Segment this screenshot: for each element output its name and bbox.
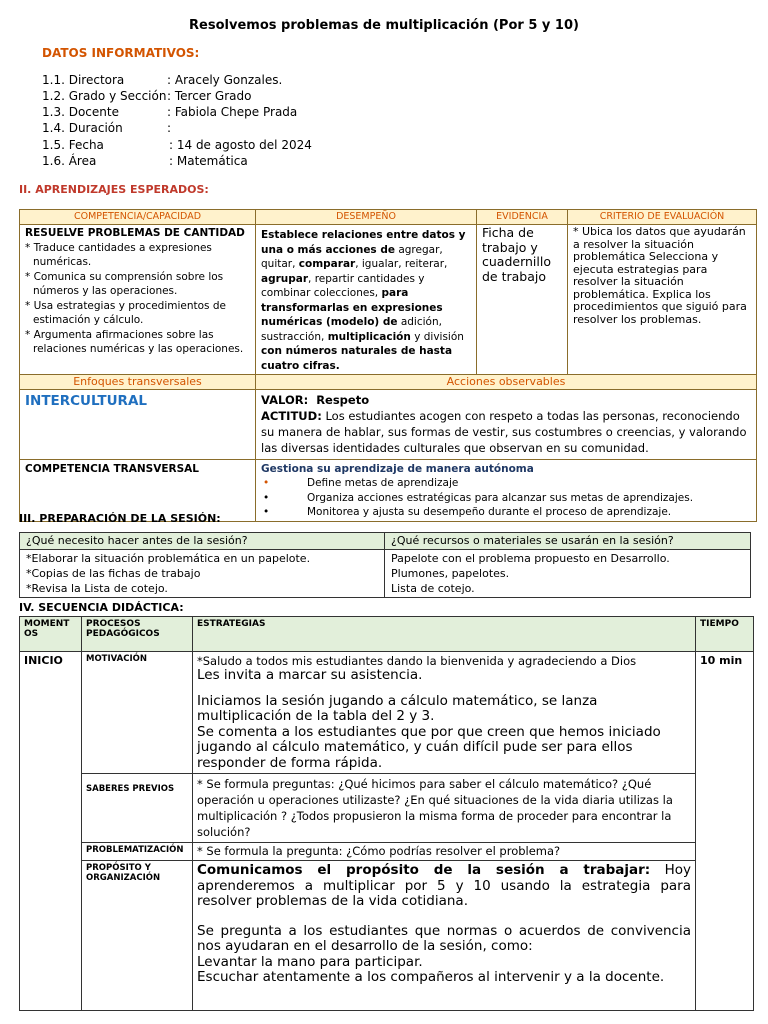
saberes-cell: * Se formula preguntas: ¿Qué hicimos para saber el cálculo matemático? ¿Qué operación u operaciones utilizaste? ¿En qué situaciones de la vida diaria utilizas la multiplicación ? ¿Todos propusieron la misma forma de proceder para encontrar la solución? (193, 774, 696, 843)
preparacion-table (19, 532, 751, 598)
actitud-label: ACTITUD: (261, 409, 322, 423)
competencia-title: RESUELVE PROBLEMAS DE CANTIDAD (25, 227, 245, 239)
actitud-line (261, 408, 751, 456)
list-item-text: Monitorea y ajusta su desempeño durante el proceso de aprendizaje. (307, 506, 672, 518)
acciones-header: Acciones observables (256, 375, 757, 390)
info-value: : Matemática (169, 154, 248, 168)
desempeno-text: adición, sustracción, (261, 316, 442, 343)
valor-label: VALOR: (261, 393, 309, 407)
info-value: : (167, 121, 172, 135)
list-item: Papelote con el problema propuesto en Desarrollo. (391, 552, 670, 565)
strategy-text: Escuchar atentamente a los compañeros al intervenir y a la docente. (197, 969, 665, 985)
tiempo-cell: 10 min (696, 652, 754, 1011)
desempeno-text: Establece relaciones entre datos y una o más acciones de (261, 229, 466, 256)
strategy-text: Se comenta a los estudiantes que por que creen que hemos iniciado jugando al cálculo matemático, y cuán difícil pude ser para ellos responder de forma rápida. (197, 723, 661, 771)
info-value: : Fabiola Chepe Prada (167, 105, 298, 119)
proposito-rest: Hoy aprenderemos a multiplicar por 5 y 10 usando la estrategia para resolver problemas de la vida cotidiana. (197, 862, 691, 909)
valor-line (261, 392, 751, 408)
strategy-text: Levantar la mano para participar. (197, 953, 423, 970)
strategy-text: Se pregunta a los estudiantes que normas o acuerdos de convivencia nos ayudaran en el desarrollo de la sesión, como: (197, 922, 691, 954)
info-value: : Tercer Grado (167, 89, 252, 103)
capacidad-item: * Traduce cantidades a expresiones numéricas. (25, 241, 212, 268)
info-label: 1.6. Área (42, 154, 97, 168)
proceso-label: SABERES PREVIOS (82, 774, 193, 843)
info-label: 1.1. Directora (42, 73, 125, 87)
list-item: • Organiza acciones estratégicas para alcanzar sus metas de aprendizajes. (263, 491, 694, 504)
info-label: 1.3. Docente (42, 105, 119, 119)
desempeno-text: agregar, quitar, (261, 243, 443, 270)
proposito-bold: Comunicamos el propósito de la sesión a trabajar: (197, 862, 651, 878)
info-value: : 14 de agosto del 2024 (169, 138, 312, 152)
enfoques-header: Enfoques transversales (20, 375, 256, 390)
secuencia-table (19, 616, 754, 1011)
list-item: Plumones, papelotes. (391, 567, 510, 580)
desempeno-cell (256, 225, 477, 375)
info-label: 1.5. Fecha (42, 138, 104, 152)
desempeno-text: con números naturales de hasta cuatro cifras. (261, 345, 453, 372)
info-label: 1.2. Grado y Sección (42, 89, 167, 103)
col-header: CRITERIO DE EVALUACIÓN (568, 210, 757, 225)
criterio-cell: * Ubica los datos que ayudarán a resolver la situación problemática Selecciona y ejecuta estrategias para resolver la situación problemática. Explica los procedimientos que siguió para resolver los problemas. (568, 225, 757, 375)
info-label: 1.4. Duración (42, 121, 123, 135)
strategy-text: Les invita a marcar su asistencia. (197, 667, 423, 683)
list-item: *Elaborar la situación problemática en un papelote. (26, 552, 311, 565)
strategy-text: Iniciamos la sesión jugando a cálculo matemático, se lanza multiplicación de la tabla del 2 y 3. (197, 692, 598, 724)
gestiona-list (261, 476, 751, 520)
list-item-text: Organiza acciones estratégicas para alcanzar sus metas de aprendizajes. (307, 491, 694, 504)
evidencia-cell: Ficha de trabajo y cuadernillo de trabajo (477, 225, 568, 375)
enfoque-cell: INTERCULTURAL (20, 390, 256, 460)
col-header: DESEMPEÑO (256, 210, 477, 225)
valor-value: Respeto (316, 393, 370, 407)
col-header: COMPETENCIA/CAPACIDAD (20, 210, 256, 225)
info-value: : Aracely Gonzales. (167, 73, 283, 87)
aprendizajes-table (19, 209, 757, 522)
capacidad-item: * Usa estrategias y procedimientos de estimación y cálculo. (25, 299, 226, 326)
desempeno-text: agrupar (261, 272, 309, 285)
col-header: ¿Qué necesito hacer antes de la sesión? (20, 533, 385, 550)
desempeno-text: , repartir cantidades y combinar colecciones, (261, 272, 425, 299)
desempeno-text: para transformarlas en expresiones numéricas (modelo) de (261, 287, 443, 328)
desempeno-text: multiplicación (327, 330, 411, 343)
aprendizajes-heading: II. APRENDIZAJES ESPERADOS: (19, 183, 209, 196)
competencia-cell (20, 225, 256, 375)
col-header: ESTRATEGIAS (193, 617, 696, 652)
motivacion-cell (193, 652, 696, 774)
saludo-text: *Saludo a todos mis estudiantes dando la bienvenida y agradeciendo a Dios (197, 654, 637, 668)
proceso-label: MOTIVACIÓN (82, 652, 193, 774)
capacidad-item: * Argumenta afirmaciones sobre las relaciones numéricas y las operaciones. (25, 328, 244, 355)
desempeno-text: y división (410, 330, 464, 343)
col-header: PROCESOS PEDAGÓGICOS (82, 617, 193, 652)
col-header: ¿Qué recursos o materiales se usarán en la sesión? (385, 533, 751, 550)
actitud-text: Los estudiantes acogen con respeto a todas las personas, reconociendo su manera de hablar, sus formas de vestir, sus costumbres o creencias, y valorando las diversas identidades culturales que observan en su comunidad. (261, 409, 747, 455)
col-header: MOMENT OS (20, 617, 82, 652)
secuencia-heading: IV. SECUENCIA DIDÁCTICA: (19, 601, 184, 614)
list-item: • Define metas de aprendizaje (263, 477, 459, 489)
momento-cell: INICIO (20, 652, 82, 1011)
page-title: Resolvemos problemas de multiplicación (Por 5 y 10) (189, 18, 579, 33)
problematizacion-cell: * Se formula la pregunta: ¿Cómo podrías resolver el problema? (193, 843, 696, 861)
gestiona-cell (256, 460, 757, 522)
col-header: EVIDENCIA (477, 210, 568, 225)
acciones-cell (256, 390, 757, 460)
preparacion-heading: III. PREPARACIÓN DE LA SESIÓN: (19, 512, 221, 525)
datos-heading: DATOS INFORMATIVOS: (42, 46, 200, 60)
gestiona-title: Gestiona su aprendizaje de manera autónoma (261, 463, 534, 475)
proceso-label: PROBLEMATIZACIÓN (82, 843, 193, 861)
list-item-text: Define metas de aprendizaje (307, 477, 459, 489)
preparacion-col2 (385, 550, 751, 598)
desempeno-text: comparar (298, 258, 356, 270)
list-item: Lista de cotejo. (391, 582, 475, 595)
list-item: • Monitorea y ajusta su desempeño durante el proceso de aprendizaje. (263, 506, 672, 518)
proposito-text (197, 863, 691, 910)
desempeno-text: , igualar, reiterar, (355, 258, 448, 270)
preparacion-col1 (20, 550, 385, 598)
proposito-cell (193, 861, 696, 1011)
capacidad-item: * Comunica su comprensión sobre los números y las operaciones. (25, 270, 224, 297)
list-item: *Revisa la Lista de cotejo. (26, 582, 168, 595)
list-item: *Copias de las fichas de trabajo (26, 567, 201, 580)
proceso-label: PROPÓSITO Y ORGANIZACIÓN (82, 861, 193, 1011)
comp-transversal-cell: COMPETENCIA TRANSVERSAL (20, 460, 256, 522)
col-header: TIEMPO (696, 617, 754, 652)
